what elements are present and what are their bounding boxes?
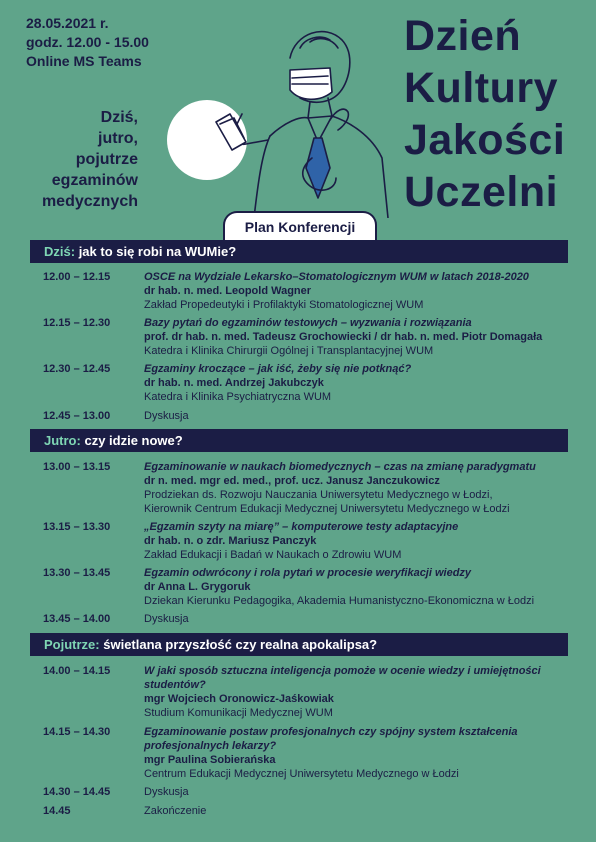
agenda-time: 13.15 – 13.30 (43, 521, 111, 533)
doctor-illustration (150, 18, 390, 218)
agenda-affiliation: Zakończenie (144, 805, 207, 817)
agenda-speaker: mgr Paulina Sobierańska (144, 754, 276, 766)
agenda-speaker: dr hab. n. med. Andrzej Jakubczyk (144, 377, 324, 389)
event-title (404, 10, 565, 218)
section-bar-tomorrow (30, 429, 568, 452)
agenda-time: 14.15 – 14.30 (43, 726, 111, 738)
section-label: jak to się robi na WUMie? (78, 244, 237, 259)
agenda-affiliation: Centrum Edukacji Medycznej Uniwersytetu Medycznego w Łodzi (144, 768, 459, 780)
agenda-time: 12.30 – 12.45 (43, 363, 111, 375)
agenda-time: 13.30 – 13.45 (43, 567, 111, 579)
agenda-affiliation: Studium Komunikacji Medycznej WUM (144, 707, 333, 719)
section-label: czy idzie nowe? (84, 433, 183, 448)
agenda-topic: Egzaminy kroczące – jak iść, żeby się nie potknąć? (144, 363, 412, 375)
tagline-line: Dziś, (100, 109, 138, 126)
section-highlight: Jutro: (44, 433, 81, 448)
agenda-time: 14.45 (43, 805, 71, 817)
plan-tab: Plan Konferencji (223, 211, 377, 241)
agenda-affiliation: Dyskusja (144, 613, 189, 625)
agenda-topic: Egzaminowanie w naukach biomedycznych – czas na zmianę paradygmatu (144, 461, 536, 473)
title-line: Kultury (404, 64, 558, 112)
agenda-time: 13.00 – 13.15 (43, 461, 111, 473)
agenda-affiliation: Dyskusja (144, 410, 189, 422)
tagline-line: jutro, (98, 130, 138, 147)
agenda-time: 13.45 – 14.00 (43, 613, 111, 625)
title-line: Jakości (404, 116, 566, 164)
event-hours: godz. 12.00 - 15.00 (26, 34, 149, 50)
agenda-affiliation: Zakład Edukacji i Badań w Naukach o Zdrowiu WUM (144, 549, 402, 561)
title-line: Uczelni (404, 168, 559, 216)
section-bar-today (30, 240, 568, 263)
agenda-topic: Bazy pytań do egzaminów testowych – wyzwania i rozwiązania (144, 317, 472, 329)
section-label: świetlana przyszłość czy realna apokalipsa? (103, 637, 378, 652)
agenda-speaker: prof. dr hab. n. med. Tadeusz Grochowiecki / dr hab. n. med. Piotr Domagała (144, 331, 543, 343)
agenda-time: 14.00 – 14.15 (43, 665, 111, 677)
section-bar-day-after (30, 633, 568, 656)
agenda-speaker: dr Anna L. Grygoruk (144, 581, 251, 593)
agenda-affiliation: Dyskusja (144, 786, 189, 798)
section-highlight: Dziś: (44, 244, 76, 259)
agenda-time: 12.15 – 12.30 (43, 317, 111, 329)
agenda-speaker: dr hab. n. o zdr. Mariusz Panczyk (144, 535, 317, 547)
title-line: Dzień (404, 12, 522, 60)
agenda-topic: W jaki sposób sztuczna inteligencja pomoże w ocenie wiedzy i umiejętności studentów? (144, 665, 541, 691)
agenda-topic: OSCE na Wydziale Lekarsko–Stomatologicznym WUM w latach 2018-2020 (144, 271, 529, 283)
agenda-topic: Egzamin odwrócony i rola pytań w procesie weryfikacji wiedzy (144, 567, 472, 579)
agenda-time: 14.30 – 14.45 (43, 786, 111, 798)
tagline-line: medycznych (41, 193, 138, 210)
agenda-time: 12.00 – 12.15 (43, 271, 111, 283)
agenda-affiliation: Katedra i Klinika Chirurgii Ogólnej i Transplantacyjnej WUM (144, 345, 434, 357)
tagline-line: pojutrze (75, 151, 138, 168)
agenda-speaker: dr n. med. mgr ed. med., prof. ucz. Janusz Janczukowicz (144, 475, 440, 487)
tagline-line: egzaminów (51, 172, 138, 189)
agenda-affiliation: Zakład Propedeutyki i Profilaktyki Stomatologicznej WUM (144, 299, 424, 311)
tagline (26, 107, 138, 212)
agenda-time: 12.45 – 13.00 (43, 410, 111, 422)
agenda-affiliation: Prodziekan ds. Rozwoju Nauczania Uniwersytetu Medycznego w Łodzi, Kierownik Centrum Edukacji Medycznej Uniwersytetu Medycznego w Łodzi (144, 489, 510, 515)
section-highlight: Pojutrze: (44, 637, 100, 652)
agenda-affiliation: Katedra i Klinika Psychiatryczna WUM (144, 391, 332, 403)
agenda-speaker: mgr Wojciech Oronowicz-Jaśkowiak (144, 693, 334, 705)
event-info (26, 14, 149, 71)
agenda-topic: „Egzamin szyty na miarę” – komputerowe testy adaptacyjne (144, 521, 459, 533)
event-platform: Online MS Teams (26, 53, 142, 69)
agenda-affiliation: Dziekan Kierunku Pedagogika, Akademia Humanistyczno-Ekonomiczna w Łodzi (144, 595, 535, 607)
agenda-speaker: dr hab. n. med. Leopold Wagner (144, 285, 312, 297)
agenda-topic: Egzaminowanie postaw profesjonalnych czy spójny system kształcenia profesjonalnych lekarzy? (144, 726, 518, 752)
event-date: 28.05.2021 r. (26, 15, 109, 31)
